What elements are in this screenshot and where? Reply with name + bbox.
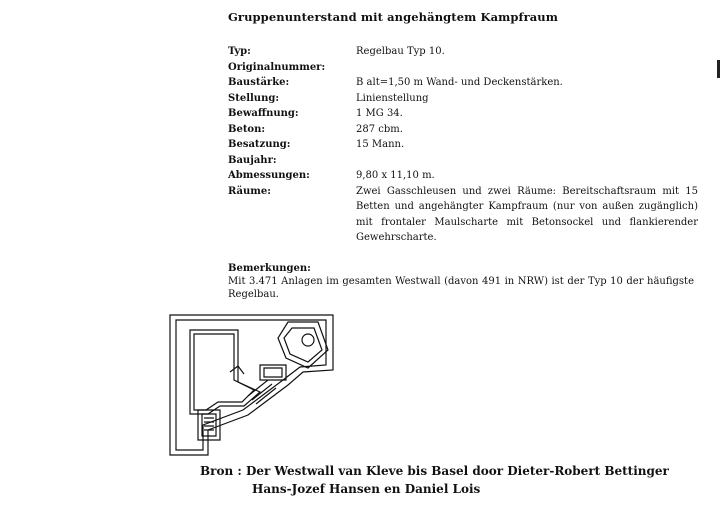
spec-label: Baujahr:: [228, 154, 277, 166]
spec-label: Abmessungen:: [228, 170, 310, 181]
spec-value: Linienstellung: [356, 92, 429, 104]
source-line-2: Hans-Jozef Hansen en Daniel Lois: [252, 482, 481, 496]
spec-label: Bewaffnung:: [228, 108, 299, 119]
spec-row-rooms: [228, 184, 698, 246]
spec-value: Zwei Gasschleusen und zwei Räume: Bereitschaftsraum mit 15 Betten und angehängter Kampfraum (nur von außen zugänglich) mit frontaler Maulscharte mit Betonsockel und flankierender Gewehrscharte.: [356, 185, 698, 243]
floor-plan-drawing: [168, 310, 348, 460]
wall-hatching: [248, 380, 276, 404]
remarks-heading: Bemerkungen:: [228, 263, 311, 274]
spec-label: Originalnummer:: [228, 61, 326, 73]
spec-value: 9,80 x 11,10 m.: [356, 170, 435, 181]
spec-label: Typ:: [228, 46, 251, 57]
loophole-mount: [302, 334, 314, 346]
source-line-1: Bron : Der Westwall van Kleve bis Basel door Dieter-Robert Bettinger: [200, 464, 669, 478]
gas-lock-inner: [264, 368, 282, 377]
spec-row-year: [228, 153, 698, 169]
spec-label: Baustärke:: [228, 77, 290, 88]
spec-label: Beton:: [228, 123, 266, 135]
source-credit: [200, 462, 700, 498]
spec-label: Stellung:: [228, 92, 280, 104]
spec-value: B alt=1,50 m Wand- und Deckenstärken.: [356, 77, 563, 88]
document-title: Gruppenunterstand mit angehängtem Kampfraum: [228, 10, 559, 24]
door-swing: [230, 366, 244, 374]
spec-label: Räume:: [228, 185, 271, 197]
spec-row-armament: [228, 106, 698, 122]
spec-value: [356, 60, 698, 76]
remarks-text: Mit 3.471 Anlagen im gesamten Westwall (davon 491 in NRW) ist der Typ 10 der häufigste Regelbau.: [228, 276, 694, 300]
combat-room-inner: [284, 328, 322, 362]
remarks-section: [228, 262, 694, 301]
spec-row-strength: [228, 75, 698, 91]
spec-row-dimensions: [228, 168, 698, 184]
main-room-inner: [194, 334, 254, 410]
spec-row-original-number: [228, 60, 698, 76]
spec-row-concrete: [228, 122, 698, 138]
spec-value: [356, 153, 698, 169]
spec-row-crew: [228, 137, 698, 153]
spec-value: 287 cbm.: [356, 123, 403, 135]
spec-list: [228, 44, 698, 246]
spec-row-type: [228, 44, 698, 60]
spec-value: Regelbau Typ 10.: [356, 46, 445, 57]
spec-row-position: [228, 91, 698, 107]
spec-value: 1 MG 34.: [356, 108, 403, 119]
spec-label: Besatzung:: [228, 139, 291, 150]
spec-value: 15 Mann.: [356, 139, 405, 150]
main-room: [190, 330, 260, 414]
